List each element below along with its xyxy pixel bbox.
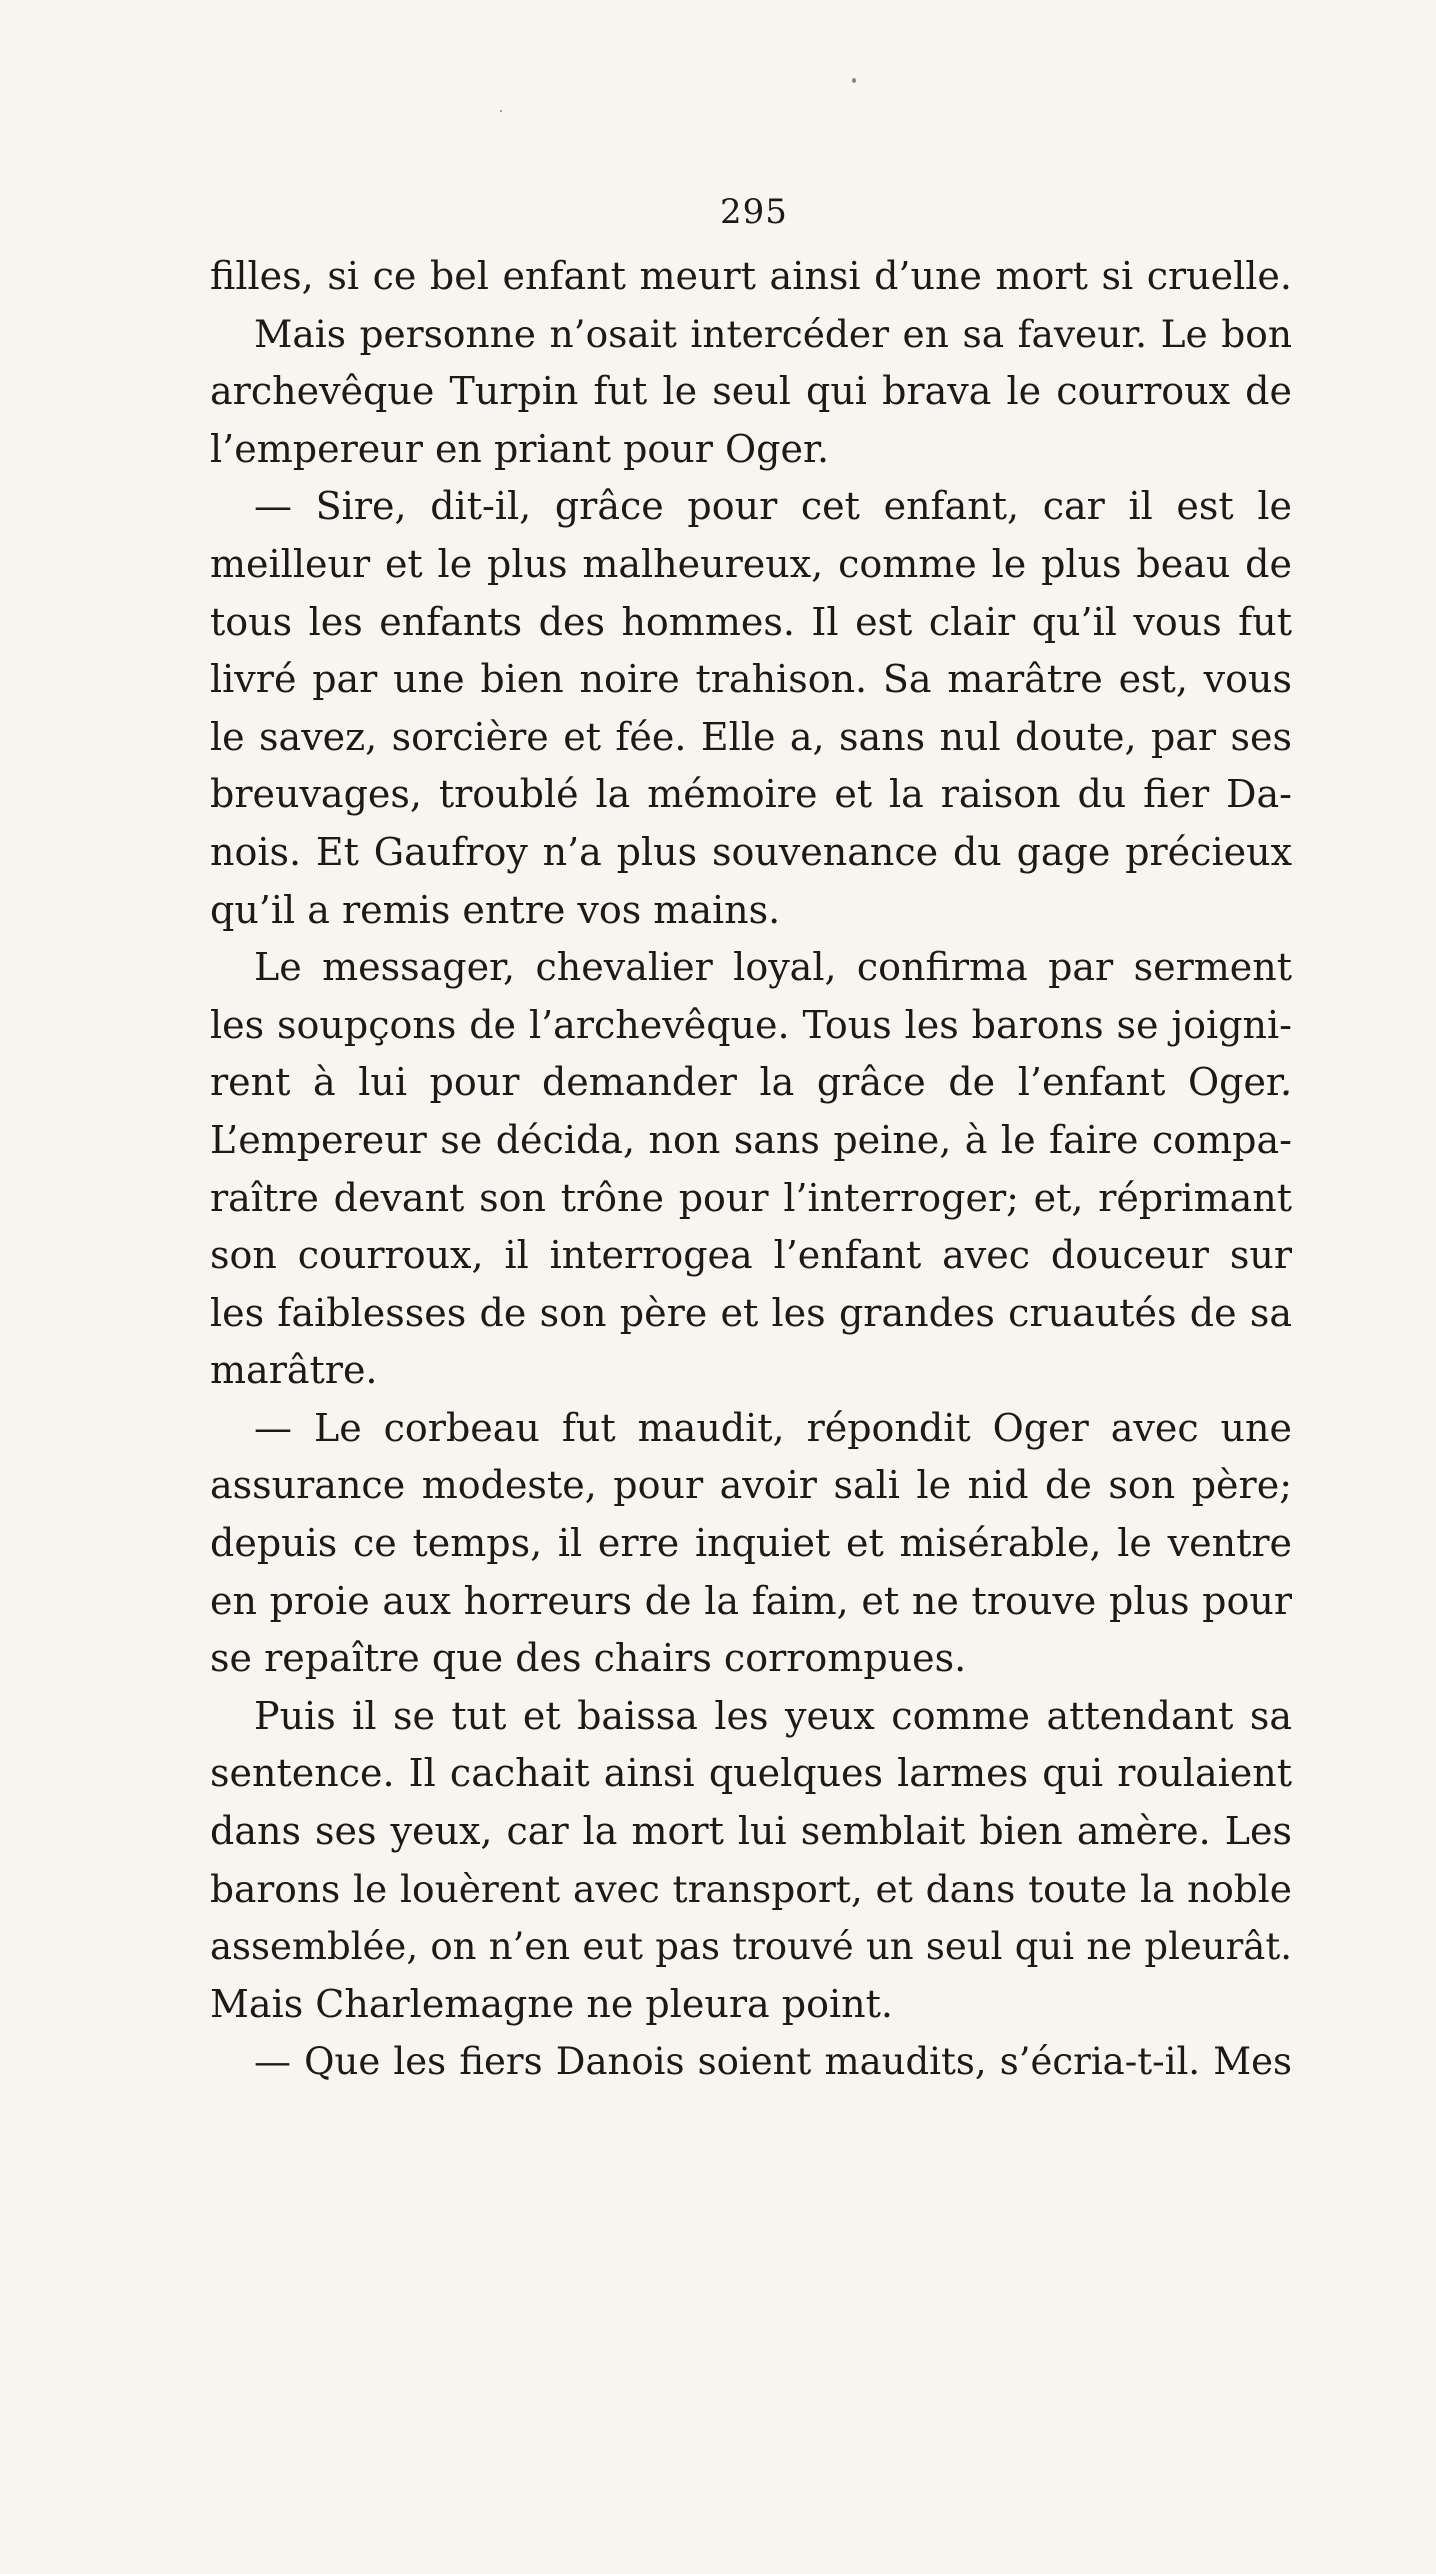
text-line: filles, si ce bel enfant meurt ainsi d’une mort si cruelle. — [210, 254, 1292, 298]
text-line: le savez, sorcière et fée. Elle a, sans nul doute, par ses — [210, 714, 1292, 759]
text-line: sentence. Il cachait ainsi quelques larmes qui roulaient — [210, 1751, 1292, 1796]
text-line: tous les enfants des hommes. Il est clair qu’il vous fut — [210, 599, 1292, 644]
text-line: son courroux, il interrogea l’enfant avec douceur sur — [210, 1233, 1292, 1278]
text-line: Le messager, chevalier loyal, confirma par serment — [254, 945, 1292, 990]
text-line: l’empereur en priant pour Oger. — [210, 426, 830, 471]
text-line: Mais Charlemagne ne pleura point. — [210, 1981, 893, 2026]
text-line: en proie aux horreurs de la faim, et ne trouve plus pour — [210, 1578, 1292, 1623]
text-line: rent à lui pour demander la grâce de l’enfant Oger. — [210, 1060, 1292, 1105]
page-number: 295 — [720, 192, 788, 232]
text-line: L’empereur se décida, non sans peine, à le faire compa- — [210, 1117, 1292, 1162]
text-line: marâtre. — [210, 1348, 378, 1393]
paper-speck — [852, 78, 856, 83]
paper-speck — [500, 110, 502, 112]
text-line: meilleur et le plus malheureux, comme le plus beau de — [210, 541, 1292, 586]
text-line: raître devant son trône pour l’interroger; et, réprimant — [210, 1175, 1292, 1220]
body-text — [210, 248, 1292, 2091]
text-line: livré par une bien noire trahison. Sa marâtre est, vous — [210, 657, 1292, 702]
text-line: se repaître que des chairs corrompues. — [210, 1636, 967, 1681]
text-line: — Que les fiers Danois soient maudits, s’écria-t-il. Mes — [254, 2040, 1292, 2084]
text-line: nois. Et Gaufroy n’a plus souvenance du gage précieux — [210, 829, 1292, 874]
text-line: qu’il a remis entre vos mains. — [210, 887, 781, 932]
text-line: depuis ce temps, il erre inquiet et misérable, le ventre — [210, 1521, 1292, 1566]
text-line: assemblée, on n’en eut pas trouvé un seul qui ne pleurât. — [210, 1925, 1292, 1969]
text-line: breuvages, troublé la mémoire et la raison du fier Da- — [210, 772, 1292, 817]
text-line: les faiblesses de son père et les grandes cruautés de sa — [210, 1290, 1292, 1335]
text-line: les soupçons de l’archevêque. Tous les barons se joigni- — [210, 1002, 1292, 1047]
text-line: archevêque Turpin fut le seul qui brava le courroux de — [210, 369, 1292, 414]
text-line: Puis il se tut et baissa les yeux comme attendant sa — [254, 1693, 1292, 1738]
text-line: Mais personne n’osait intercéder en sa faveur. Le bon — [254, 311, 1292, 356]
text-line: — Le corbeau fut maudit, répondit Oger avec une — [254, 1405, 1292, 1450]
text-line: assurance modeste, pour avoir sali le nid de son père; — [210, 1463, 1292, 1508]
text-line: dans ses yeux, car la mort lui semblait bien amère. Les — [210, 1809, 1292, 1854]
text-line: — Sire, dit-il, grâce pour cet enfant, car il est le — [254, 484, 1292, 529]
text-line: barons le louèrent avec transport, et dans toute la noble — [210, 1866, 1292, 1911]
